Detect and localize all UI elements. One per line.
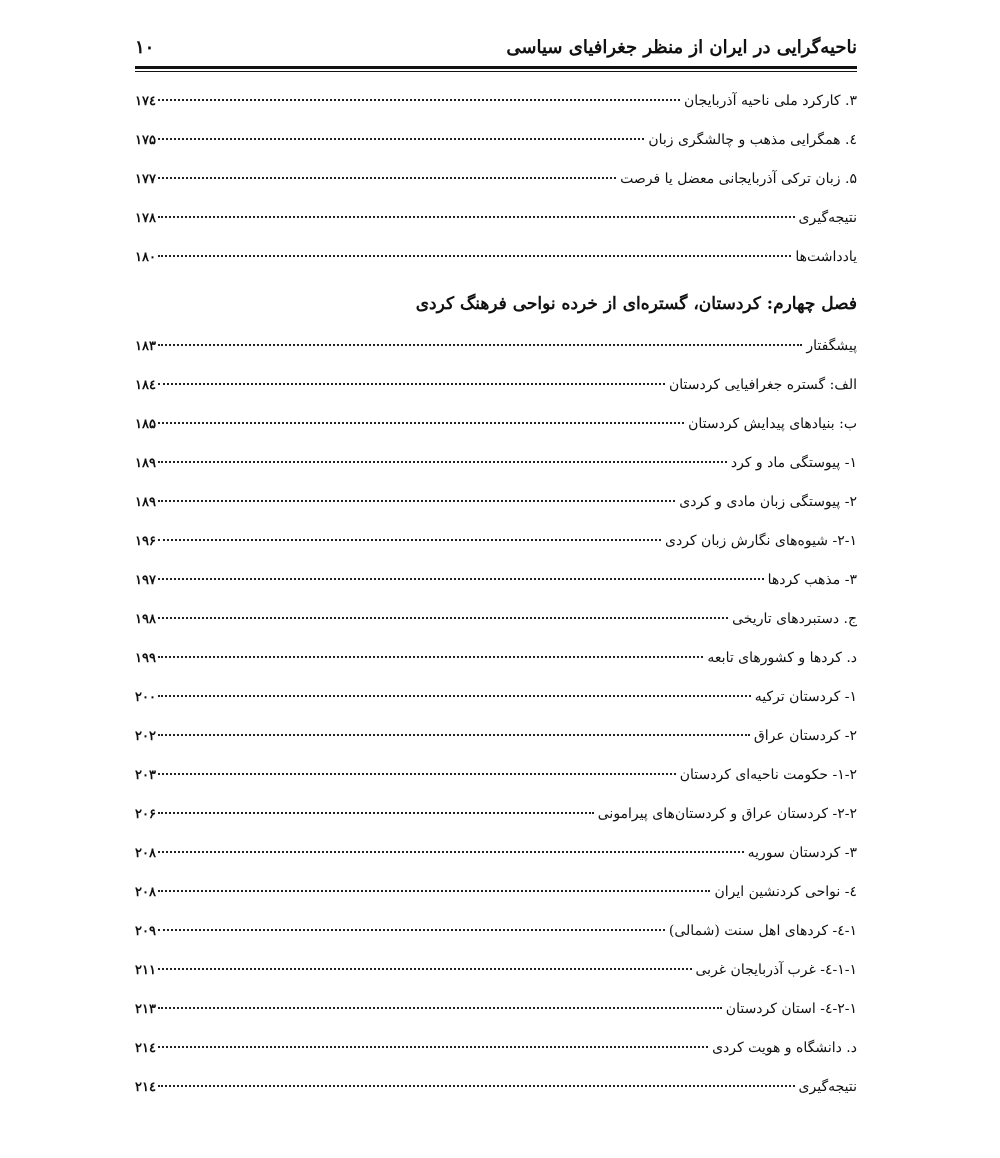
toc-entry-label: ۲-۱-٤- استان کردستان <box>725 1001 857 1017</box>
toc-entry <box>135 912 857 951</box>
toc-entry <box>135 1029 857 1068</box>
dot-leader <box>158 812 594 814</box>
toc-entry <box>135 951 857 990</box>
toc-entry-label: الف: گستره جغرافیایی کردستان <box>668 377 857 393</box>
toc-entry <box>135 600 857 639</box>
toc-entry-label: ۲- پیوستگی زبان مادی و کردی <box>679 494 857 510</box>
toc-entry-page: ۱۷۵ <box>135 133 156 148</box>
toc-entry-page: ۲۱۱ <box>135 963 156 978</box>
running-header <box>135 24 857 58</box>
toc-entry-label: ج. دستبردهای تاریخی <box>732 611 857 627</box>
toc-entry-label: ۱-٤- کردهای اهل سنت (شمالی) <box>668 923 857 939</box>
toc-entry-page: ۲۰۶ <box>135 807 156 822</box>
dot-leader <box>158 929 665 931</box>
toc-entry-label: د. کردها و کشورهای تابعه <box>707 650 857 666</box>
dot-leader <box>158 216 795 218</box>
toc-entry-label: ۲-۲- کردستان عراق و کردستان‌های پیرامونی <box>597 806 857 822</box>
toc-entry <box>135 483 857 522</box>
toc-entry-label: ۲- کردستان عراق <box>753 728 857 744</box>
toc-entry <box>135 522 857 561</box>
toc-list-part2 <box>135 327 857 1107</box>
toc-entry <box>135 82 857 121</box>
toc-entry-page: ۲۰۸ <box>135 846 156 861</box>
toc-entry-page: ۱۹۶ <box>135 534 156 549</box>
toc-entry <box>135 366 857 405</box>
toc-entry <box>135 990 857 1029</box>
toc-entry-label: ٤- نواحی کردنشین ایران <box>714 884 857 900</box>
toc-entry-label: ۱-۲- حکومت ناحیه‌ای کردستان <box>679 767 857 783</box>
toc-entry-label: یادداشت‌ها <box>795 249 857 265</box>
toc-entry <box>135 1068 857 1107</box>
toc-entry-page: ۱۸٤ <box>135 378 156 393</box>
dot-leader <box>158 695 751 697</box>
dot-leader <box>158 383 665 385</box>
toc-entry-label: د. دانشگاه و هویت کردی <box>712 1040 857 1056</box>
toc-entry-page: ۱۸۳ <box>135 339 156 354</box>
dot-leader <box>158 422 684 424</box>
toc-entry <box>135 444 857 483</box>
toc-entry-page: ۲۱۳ <box>135 1002 156 1017</box>
dot-leader <box>158 539 661 541</box>
toc-list-part1 <box>135 82 857 277</box>
toc-entry-page: ۱۸۵ <box>135 417 156 432</box>
toc-entry-label: نتیجه‌گیری <box>798 1079 857 1095</box>
toc-entry-page: ۱۸۰ <box>135 250 156 265</box>
toc-entry <box>135 795 857 834</box>
dot-leader <box>158 1007 722 1009</box>
header-rule-thin <box>135 71 857 72</box>
toc-entry-label: پیشگفتار <box>806 338 857 354</box>
toc-entry-page: ۱۸۹ <box>135 456 156 471</box>
toc-entry-label: ۱- پیوستگی ماد و کرد <box>730 455 857 471</box>
toc-entry-page: ۲۰۰ <box>135 690 156 705</box>
dot-leader <box>158 1085 795 1087</box>
dot-leader <box>158 255 791 257</box>
toc-entry <box>135 678 857 717</box>
running-title: ناحیه‌گرایی در ایران از منظر جغرافیای سیاسی <box>506 37 857 58</box>
toc-entry <box>135 834 857 873</box>
toc-entry-label: ب: بنیادهای پیدایش کردستان <box>688 416 857 432</box>
toc-entry-page: ۲۰۹ <box>135 924 156 939</box>
toc-entry <box>135 717 857 756</box>
dot-leader <box>158 1046 708 1048</box>
toc-entry <box>135 756 857 795</box>
dot-leader <box>158 344 802 346</box>
toc-entry <box>135 639 857 678</box>
toc-entry-page: ۱۸۹ <box>135 495 156 510</box>
dot-leader <box>158 851 744 853</box>
toc-entry <box>135 238 857 277</box>
toc-entry-label: ۳- مذهب کردها <box>767 572 857 588</box>
dot-leader <box>158 177 616 179</box>
toc-entry-page: ۱۷۷ <box>135 172 156 187</box>
toc-entry <box>135 405 857 444</box>
toc-entry <box>135 327 857 366</box>
dot-leader <box>158 138 644 140</box>
toc-entry-label: ۱-۱-٤- غرب آذربایجان غربی <box>695 962 857 978</box>
toc-entry-page: ۱۹۷ <box>135 573 156 588</box>
toc-entry-label: ۲-۱- شیوه‌های نگارش زبان کردی <box>665 533 857 549</box>
dot-leader <box>158 500 675 502</box>
chapter-heading: فصل چهارم: کردستان، گستره‌ای از خرده نواحی فرهنگ کردی <box>415 294 857 314</box>
toc-entry-page: ۲۰۲ <box>135 729 156 744</box>
toc-entry-label: ۱- کردستان ترکیه <box>754 689 857 705</box>
document-page <box>135 24 857 1107</box>
toc-entry-label: ۵. زبان ترکی آذربایجانی معضل یا فرصت <box>620 171 857 187</box>
toc-entry <box>135 160 857 199</box>
toc-entry-page: ۲۱٤ <box>135 1041 156 1056</box>
toc-entry <box>135 561 857 600</box>
toc-entry-label: ٤. همگرایی مذهب و چالشگری زبان <box>648 132 857 148</box>
dot-leader <box>158 99 680 101</box>
dot-leader <box>158 968 692 970</box>
toc-entry <box>135 121 857 160</box>
toc-entry-page: ۱۷٤ <box>135 94 156 109</box>
page-number: ۱۰ <box>135 37 155 58</box>
dot-leader <box>158 656 703 658</box>
dot-leader <box>158 734 750 736</box>
header-rule-thick <box>135 66 857 69</box>
dot-leader <box>158 890 711 892</box>
toc-entry-label: ۳. کارکرد ملی ناحیه آذربایجان <box>684 93 857 109</box>
toc-entry-page: ۱۹۹ <box>135 651 156 666</box>
dot-leader <box>158 617 728 619</box>
toc-entry-label: نتیجه‌گیری <box>798 210 857 226</box>
toc-entry-page: ۲۱٤ <box>135 1080 156 1095</box>
dot-leader <box>158 461 727 463</box>
toc-entry <box>135 199 857 238</box>
toc-entry-page: ۱۷۸ <box>135 211 156 226</box>
dot-leader <box>158 773 676 775</box>
toc-entry-page: ۲۰۳ <box>135 768 156 783</box>
toc-entry <box>135 873 857 912</box>
toc-entry-page: ۲۰۸ <box>135 885 156 900</box>
toc-entry-label: ۳- کردستان سوریه <box>747 845 857 861</box>
dot-leader <box>158 578 764 580</box>
toc-entry-page: ۱۹۸ <box>135 612 156 627</box>
